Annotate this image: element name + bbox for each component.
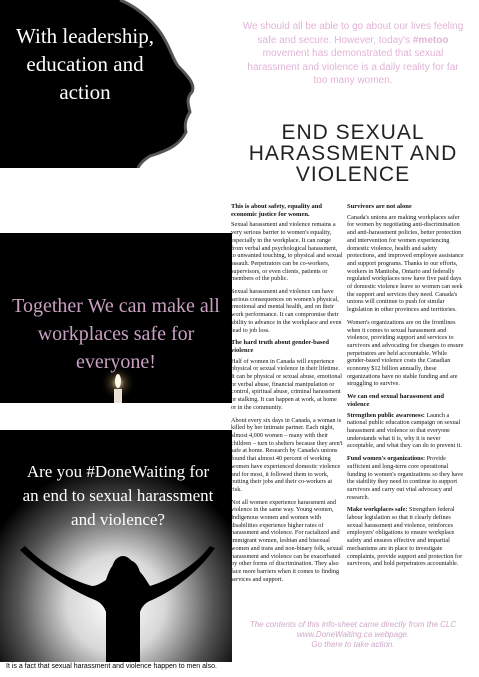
column-left [231,200,343,588]
safety-heading: This is about safety, equality and economic justice for women. [231,203,323,218]
paragraph [347,455,465,501]
donewaiting-quote: Are you #DoneWaiting for an end to sexual harassment and violence? [22,462,214,529]
credit-line: The contents of this info-sheet came directly from the CLC [249,620,457,629]
hard-truth-heading: The hard truth about gender-based violence [231,339,329,354]
survivors-heading: Survivors are not alone [347,203,412,210]
credit-line [240,630,466,640]
paragraph-lead: Strengthen public awareness: [347,411,425,419]
column-right [347,200,465,573]
paragraph: Half of women in Canada will experience physical or sexual violence in their lifetime. It can be physical or sexual abuse, emotional or verbal abuse, financial manipulation or control, spiritual abuse, criminal harassment or stalking. It can happen at work, at home or in the community. [231,357,342,411]
intro-text [240,20,466,88]
paragraph-body: Strengthen federal labour legislation so that it clearly defines sexual harassment and violence, reinforces employers' obligations to ensure workplace safety and ensures effective and impartial mechanisms are in place to investigate complaints, provide support and protection for survivors, and hold perpetrators accountable. [347,506,463,568]
source-credit [240,620,466,650]
paragraph-lead: Make workplaces safe: [347,506,408,514]
paragraph: Canada's unions are making workplaces safer for women by negotiating anti-discrimination and anti-harassment policies, better protection and intervention for women experiencing domestic violence, health and safety protections, and improved employee assistance and support programs. Thanks to our efforts, workers in Manitoba, Ontario and federally regulated workplaces now have five paid days of domestic violence leave so women can seek the support and services they need. Canada's unions will continue to push for similar legislation in other provinces and territories. [347,213,464,314]
end-violence-heading: We can end sexual harassment and violence [347,393,444,408]
together-quote: Together We can make all workplaces safe for everyone! [12,295,220,373]
credit-line: Go there to take action. [311,640,395,649]
metoo-hashtag: #metoo [412,34,449,46]
donewaiting-link[interactable]: www.DoneWaiting.ca [296,630,373,639]
paragraph: About every six days in Canada, a woman is killed by her intimate partner. Each night, almost 4,000 women – many with their children – turn to shelters because they aren't safe at home. Research by Canada's unions found that almost 40 percent of working women have experienced domestic violence and for most, it followed them to work, putting their jobs and their co-workers at risk. [231,416,343,493]
credit-text: webpage. [372,630,410,639]
paragraph: Not all women experience harassment and violence in the same way. Young women, Indigenous women and women with disabilities experience higher rates of harassment and violence. For racialized and immigrant women, lesbian and bisexual women and trans and non-binary folk, sexual harassment and violence can be exacerbated by other forms of discrimination. They also face more barriers when it comes to finding services and support. [231,498,343,583]
intro-text-after: movement has demonstrated that sexual harassment and violence is a daily reality for far too many women. [247,48,459,86]
paragraph-body: Provide sufficient and long-term core operational funding to women's organizations so they have the stability they need to continue to support survivors and carry out vital advocacy and research. [347,455,464,501]
paragraph [347,412,465,451]
paragraph: Sexual harassment and violence can have serious consequences on women's physical, emotional and mental health, and on their work performance. It can compromise their ability to advance in the workplace and even lead to job loss. [231,288,342,334]
paragraph: Sexual harassment and violence remains a very serious barrier to women's equality, especially in the workplace. It can range from verbal and psychological harassment, to unwanted touching, to physical and sexual assault. Perpetrators can be co-workers, supervisors, or even clients, patients or members of the public. [231,221,343,283]
paragraph [347,506,465,568]
leadership-quote: With leadership, education and action [16,24,154,104]
men-also-footnote: It is a fact that sexual harassment and violence happen to men also. [6,663,217,670]
paragraph-lead: Fund women's organizations: [347,455,426,463]
page-title: END SEXUAL HARASSMENT AND VIOLENCE [248,121,458,186]
paragraph: Women's organizations are on the frontlines when it comes to sexual harassment and violence, providing support and services to survivors and advocating for changes to ensure perpetrators are held accountable. While gender-based violence costs the Canadian economy $12 billion annually, these organizations have no stable funding and are struggling to survive. [347,318,464,388]
paragraph-body: Launch a national public education campaign on sexual harassment and violence so that everyone understands what it is, why it is never acceptable, and what they can do to prevent it. [347,411,462,450]
intro-text-before: We should all be able to go about our lives feeling safe and secure. However, today's [242,21,464,46]
